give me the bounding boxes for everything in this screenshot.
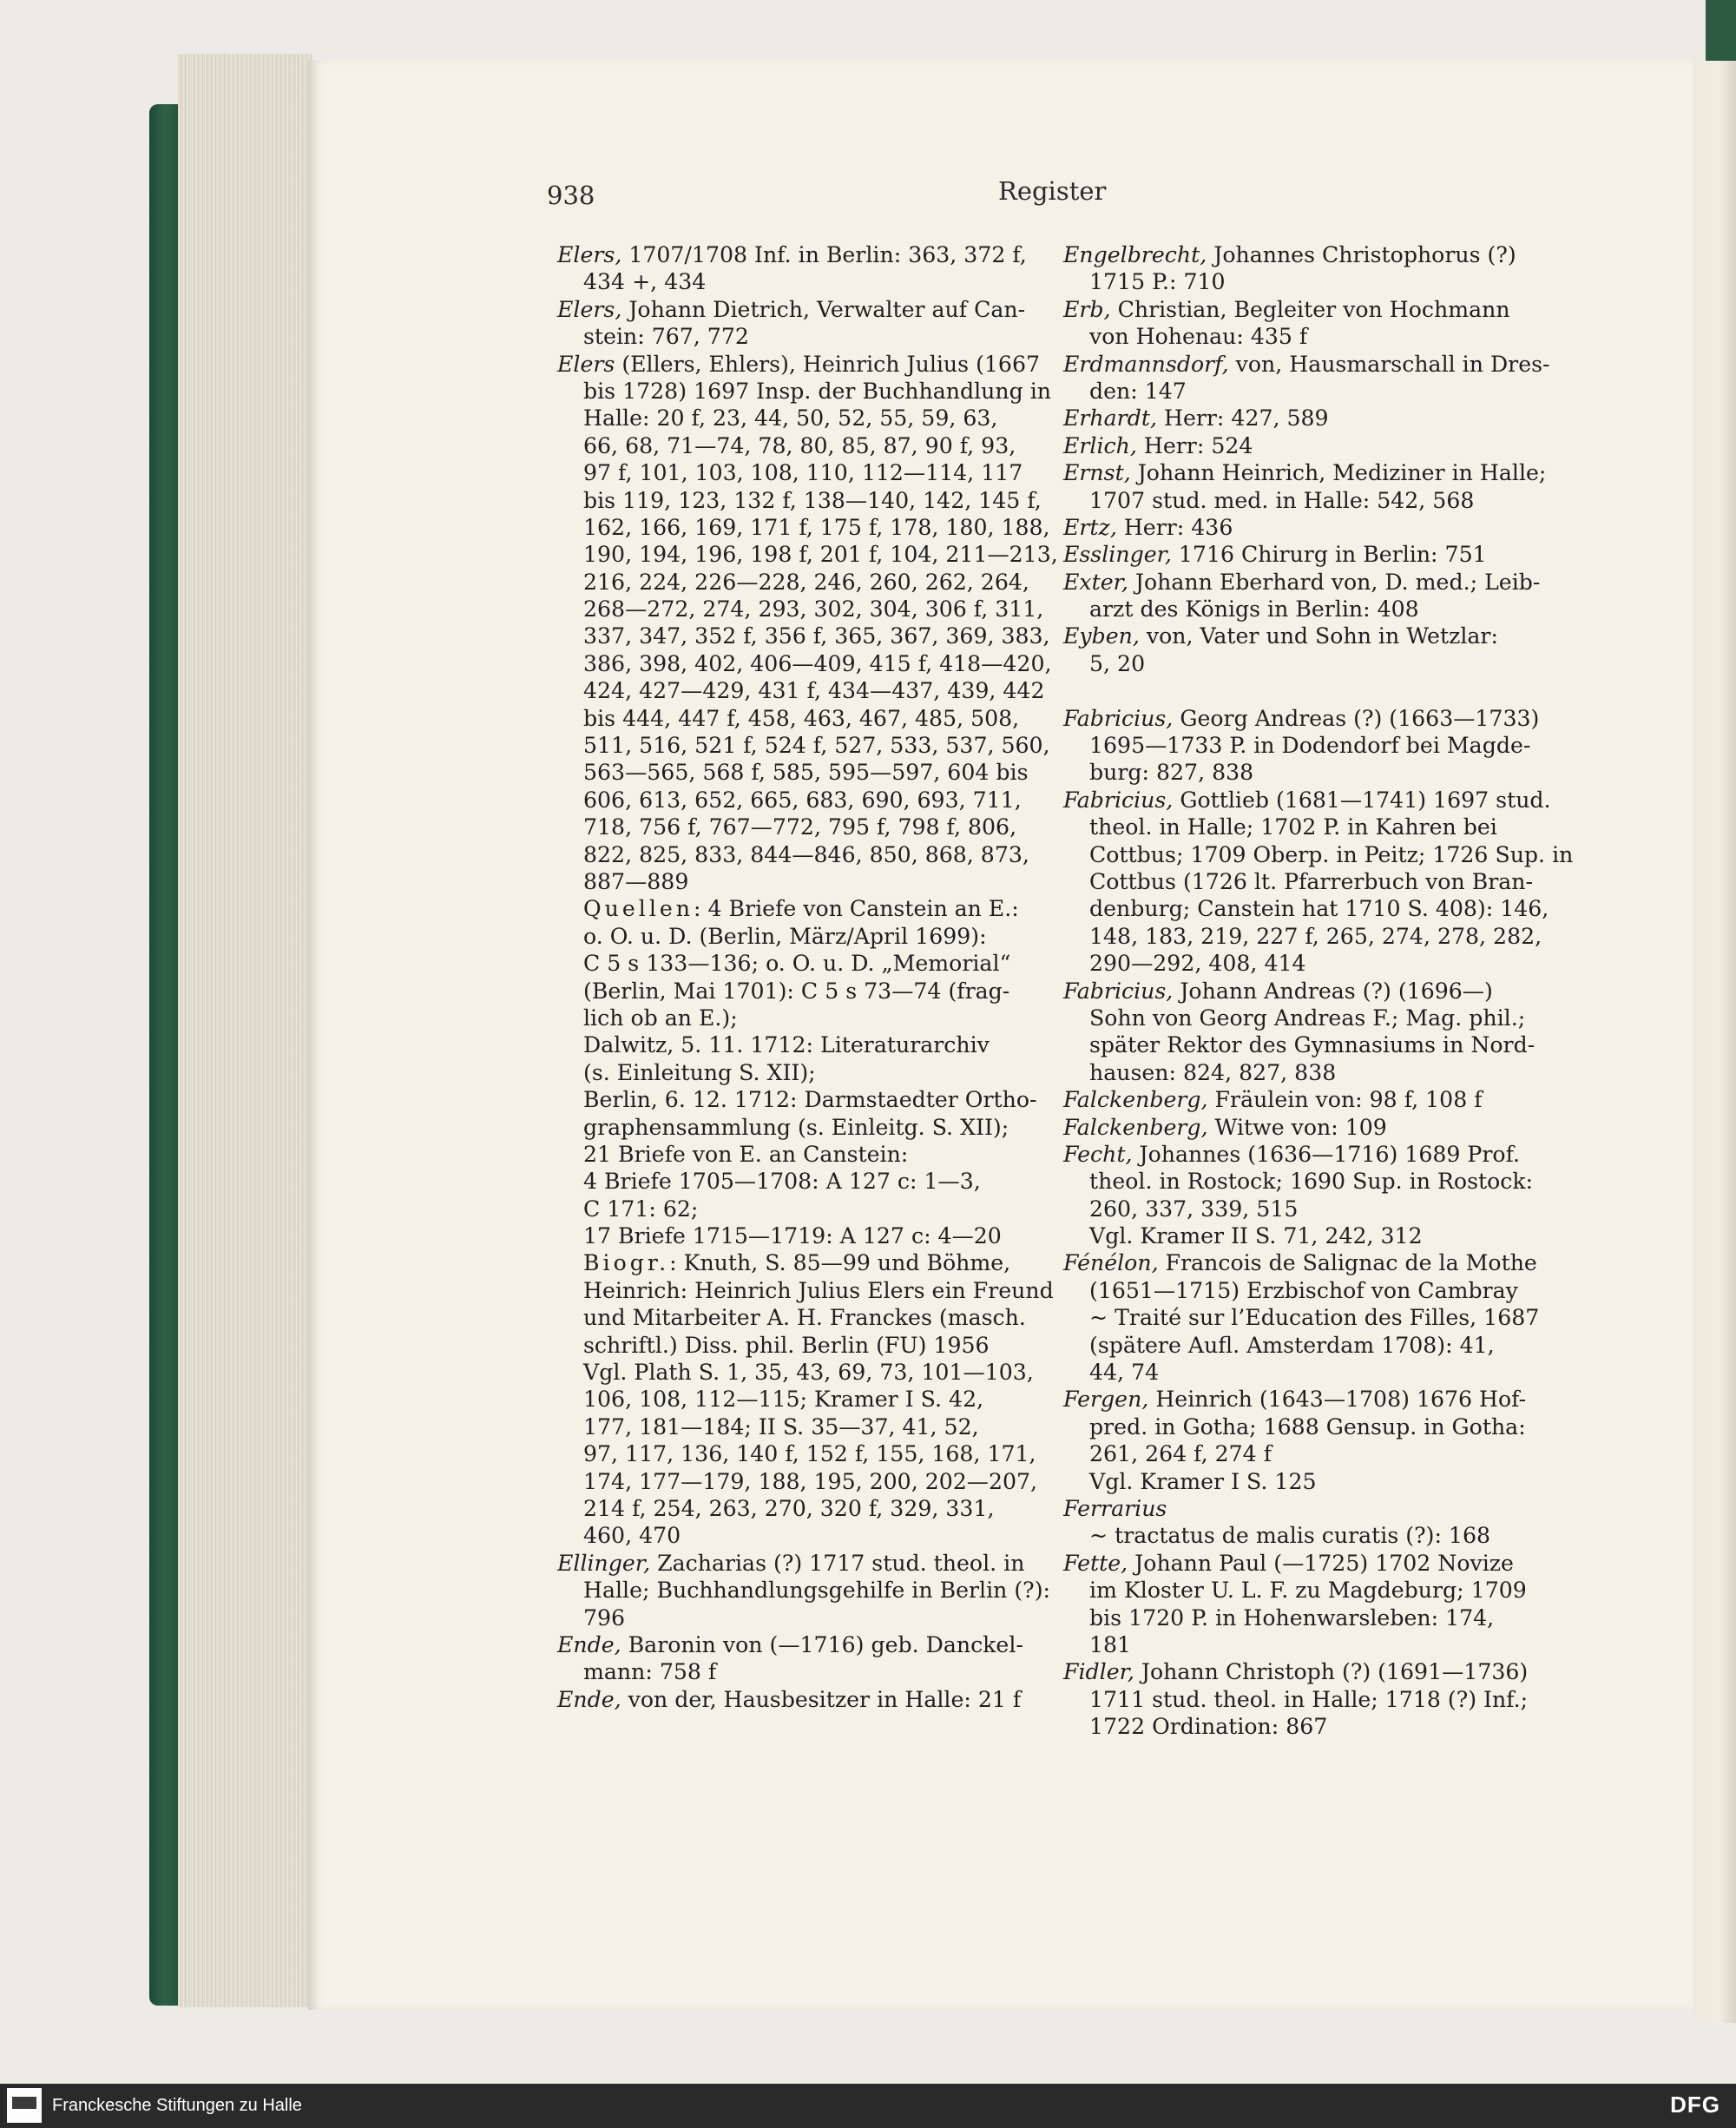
index-entry-line bbox=[557, 732, 1050, 759]
index-entry-head bbox=[1063, 1550, 1532, 1577]
entry-text: Dalwitz, 5. 11. 1712: Literaturarchiv bbox=[583, 1032, 990, 1058]
entry-name: Fecht, bbox=[1063, 1141, 1133, 1167]
entry-text: 174, 177—179, 188, 195, 200, 202—207, bbox=[583, 1468, 1038, 1494]
entry-text: 268—272, 274, 293, 302, 304, 306 f, 311, bbox=[583, 596, 1044, 623]
entry-text: 887—889 bbox=[583, 868, 689, 894]
entry-text: Witwe von: 109 bbox=[1207, 1114, 1387, 1140]
entry-text: Zacharias (?) 1717 stud. theol. in bbox=[650, 1550, 1025, 1576]
entry-text: ~ tractatus de malis curatis (?): 168 bbox=[1089, 1523, 1491, 1549]
entry-name: Fidler, bbox=[1063, 1659, 1134, 1685]
entry-text: 1722 Ordination: 867 bbox=[1089, 1714, 1328, 1740]
entry-text: 511, 516, 521 f, 524 f, 527, 533, 537, 560, bbox=[583, 733, 1050, 759]
entry-text: von, Hausmarschall in Dres- bbox=[1228, 351, 1550, 377]
index-entry-line bbox=[1063, 1304, 1540, 1331]
entry-text: mann: 758 f bbox=[583, 1659, 717, 1685]
entry-name: Fabricius, bbox=[1063, 978, 1174, 1004]
entry-text: 424, 427—429, 431 f, 434—437, 439, 442 bbox=[583, 678, 1045, 704]
entry-text: (s. Einleitung S. XII); bbox=[583, 1059, 816, 1085]
entry-name: Fabricius, bbox=[1063, 787, 1174, 813]
index-entry-line bbox=[557, 978, 1026, 1005]
index-entry-line bbox=[557, 923, 1026, 950]
index-entry-line bbox=[557, 1413, 1026, 1440]
entry-text: Cottbus (1726 lt. Pfarrerbuch von Bran- bbox=[1089, 868, 1533, 894]
index-entry-line bbox=[557, 1277, 1054, 1304]
entry-text: : 4 Briefe von Canstein an E.: bbox=[694, 896, 1019, 922]
index-entry-line bbox=[1063, 923, 1542, 950]
index-entry-line bbox=[1063, 1277, 1532, 1304]
entry-text: Christian, Begleiter von Hochmann bbox=[1110, 296, 1510, 322]
entry-text: arzt des Königs in Berlin: 408 bbox=[1089, 596, 1419, 623]
blank-line bbox=[1063, 677, 1532, 704]
index-entry-line bbox=[1063, 1222, 1532, 1249]
index-entry-head bbox=[1063, 1249, 1537, 1276]
entry-text: 1711 stud. theol. in Halle; 1718 (?) Inf.; bbox=[1089, 1686, 1529, 1712]
index-entry-line bbox=[557, 759, 1029, 786]
entry-text: 17 Briefe 1715—1719: A 127 c: 4—20 bbox=[583, 1223, 1002, 1249]
index-entry-head bbox=[557, 1631, 1026, 1658]
entry-text: von der, Hausbesitzer in Halle: 21 f bbox=[621, 1686, 1022, 1712]
index-entry-line bbox=[557, 1577, 1051, 1604]
index-entry-line bbox=[557, 787, 1026, 814]
index-entry-line bbox=[1063, 732, 1532, 759]
index-entry-line bbox=[1063, 1468, 1532, 1495]
index-entry-line bbox=[1063, 814, 1532, 840]
entry-text: 177, 181—184; II S. 35—37, 41, 52, bbox=[583, 1413, 979, 1440]
index-entry-line bbox=[1063, 1577, 1532, 1604]
facing-page-edge bbox=[1693, 52, 1736, 2023]
index-entry-line bbox=[557, 1249, 1026, 1276]
entry-text: bis 1728) 1697 Insp. der Buchhandlung in bbox=[583, 378, 1052, 404]
index-entry-head bbox=[1063, 787, 1551, 814]
entry-text: Cottbus; 1709 Oberp. in Peitz; 1726 Sup. in bbox=[1089, 841, 1574, 867]
index-entry-line bbox=[557, 1658, 1026, 1685]
index-entry-line bbox=[557, 378, 1052, 405]
index-entry-line bbox=[557, 814, 1026, 840]
entry-text: 1695—1733 P. in Dodendorf bei Magde- bbox=[1089, 733, 1531, 759]
index-entry-line bbox=[557, 1196, 1026, 1222]
entry-text: Halle: 20 f, 23, 44, 50, 52, 55, 59, 63, bbox=[583, 405, 998, 432]
entry-text: 148, 183, 219, 227 f, 265, 274, 278, 282, bbox=[1089, 923, 1542, 949]
index-entry-head bbox=[1063, 1495, 1532, 1522]
index-entry-head bbox=[557, 1550, 1026, 1577]
entry-text: Sohn von Georg Andreas F.; Mag. phil.; bbox=[1089, 1005, 1526, 1031]
entry-text: hausen: 824, 827, 838 bbox=[1089, 1059, 1337, 1085]
entry-text: später Rektor des Gymnasiums in Nord- bbox=[1089, 1032, 1535, 1058]
entry-name: Ende, bbox=[557, 1631, 621, 1657]
index-entry-head bbox=[1063, 1114, 1532, 1141]
entry-text: pred. in Gotha; 1688 Gensup. in Gotha: bbox=[1089, 1413, 1526, 1440]
entry-text: ~ Traité sur l’Education des Filles, 1687 bbox=[1089, 1305, 1540, 1331]
entry-name: Eyben, bbox=[1063, 623, 1140, 649]
entry-text: (spätere Aufl. Amsterdam 1708): 41, bbox=[1089, 1332, 1495, 1358]
index-entry-head bbox=[557, 351, 1041, 378]
institution-name: Franckesche Stiftungen zu Halle bbox=[52, 2096, 302, 2115]
index-entry-line bbox=[1063, 1196, 1532, 1222]
entry-text: Vgl. Kramer II S. 71, 242, 312 bbox=[1089, 1223, 1423, 1249]
index-entry-line bbox=[557, 650, 1052, 677]
index-entry-line bbox=[557, 1604, 1026, 1631]
entry-text: Heinrich (1643—1708) 1676 Hof- bbox=[1148, 1387, 1527, 1413]
index-entry-head bbox=[1063, 569, 1541, 596]
entry-text: im Kloster U. L. F. zu Magdeburg; 1709 bbox=[1089, 1578, 1527, 1604]
entry-text: 97, 117, 136, 140 f, 152 f, 155, 168, 171, bbox=[583, 1441, 1036, 1467]
entry-text: 606, 613, 652, 665, 683, 690, 693, 711, bbox=[583, 787, 1022, 813]
section-label: Biogr. bbox=[583, 1250, 670, 1276]
entry-text: bis 119, 123, 132 f, 138—140, 142, 145 f, bbox=[583, 487, 1042, 513]
entry-text: 261, 264 f, 274 f bbox=[1089, 1441, 1272, 1467]
index-entry-line bbox=[1063, 1631, 1532, 1658]
entry-text: bis 1720 P. in Hohenwarsleben: 174, bbox=[1089, 1604, 1495, 1631]
index-entry-line bbox=[557, 323, 1026, 350]
index-entry-line bbox=[557, 1440, 1036, 1467]
index-entry-head bbox=[1063, 459, 1547, 486]
index-entry-head bbox=[1063, 351, 1550, 378]
entry-name: Esslinger, bbox=[1063, 542, 1172, 568]
entry-text: Gottlieb (1681—1741) 1697 stud. bbox=[1173, 787, 1551, 813]
index-entry-head bbox=[1063, 1086, 1532, 1113]
entry-text: 460, 470 bbox=[583, 1523, 681, 1549]
entry-name: Exter, bbox=[1063, 569, 1128, 595]
index-entry-line bbox=[1063, 596, 1532, 623]
entry-text: bis 444, 447 f, 458, 463, 467, 485, 508, bbox=[583, 705, 1020, 731]
entry-text: von, Vater und Sohn in Wetzlar: bbox=[1139, 623, 1498, 649]
entry-text: 190, 194, 196, 198 f, 201 f, 104, 211—213, bbox=[583, 542, 1058, 568]
index-entry-line bbox=[557, 950, 1026, 977]
entry-text: Berlin, 6. 12. 1712: Darmstaedter Ortho- bbox=[583, 1087, 1037, 1113]
index-entry-line bbox=[557, 268, 1026, 295]
index-entry-line bbox=[1063, 378, 1532, 405]
entry-text: 1707/1708 Inf. in Berlin: 363, 372 f, bbox=[621, 242, 1027, 267]
entry-text: Johann Dietrich, Verwalter auf Can- bbox=[621, 296, 1026, 322]
index-entry-line bbox=[557, 1304, 1026, 1331]
entry-name: Erdmannsdorf, bbox=[1063, 351, 1229, 377]
entry-name: Engelbrecht, bbox=[1063, 242, 1207, 267]
entry-text: (Berlin, Mai 1701): C 5 s 73—74 (frag- bbox=[583, 978, 1010, 1004]
entry-text: burg: 827, 838 bbox=[1089, 760, 1254, 786]
index-entry-line bbox=[557, 1522, 1026, 1549]
entry-text: o. O. u. D. (Berlin, März/April 1699): bbox=[583, 923, 987, 949]
entry-text: 822, 825, 833, 844—846, 850, 868, 873, bbox=[583, 841, 1029, 867]
page-number: 938 bbox=[547, 181, 595, 210]
entry-text: und Mitarbeiter A. H. Franckes (masch. bbox=[583, 1305, 1026, 1331]
entry-text: 162, 166, 169, 171 f, 175 f, 178, 180, 188, bbox=[583, 514, 1050, 540]
index-entry-line bbox=[557, 623, 1050, 649]
section-label: Quellen bbox=[583, 896, 694, 922]
entry-name: Elers bbox=[557, 351, 615, 377]
index-entry-line bbox=[1063, 868, 1532, 895]
index-entry-line bbox=[557, 1468, 1038, 1495]
index-entry-line bbox=[1063, 1031, 1535, 1058]
index-entry-head bbox=[1063, 405, 1532, 432]
entry-text: Johannes Christophorus (?) bbox=[1207, 242, 1516, 267]
entry-text: lich ob an E.); bbox=[583, 1005, 738, 1031]
entry-name: Erb, bbox=[1063, 296, 1111, 322]
entry-text: 5, 20 bbox=[1089, 650, 1146, 676]
entry-text: 337, 347, 352 f, 356 f, 365, 367, 369, 383, bbox=[583, 623, 1050, 649]
index-entry-line bbox=[557, 1222, 1026, 1249]
index-entry-line bbox=[557, 841, 1029, 868]
index-entry-head bbox=[557, 296, 1026, 323]
entry-name: Falckenberg, bbox=[1063, 1087, 1208, 1113]
entry-text: Fräulein von: 98 f, 108 f bbox=[1207, 1087, 1483, 1113]
index-entry-line bbox=[557, 459, 1026, 486]
index-entry-line bbox=[557, 1059, 1026, 1086]
index-entry-line bbox=[557, 1332, 1026, 1359]
index-entry-line bbox=[557, 1495, 1026, 1522]
entry-text: von Hohenau: 435 f bbox=[1089, 324, 1308, 350]
index-column-right bbox=[1063, 241, 1574, 1740]
entry-text: theol. in Halle; 1702 P. in Kahren bei bbox=[1089, 814, 1497, 840]
entry-text: 214 f, 254, 263, 270, 320 f, 329, 331, bbox=[583, 1495, 995, 1521]
index-entry-line bbox=[1063, 895, 1549, 922]
entry-text: schriftl.) Diss. phil. Berlin (FU) 1956 bbox=[583, 1332, 990, 1358]
index-entry-line bbox=[1063, 650, 1532, 677]
index-entry-line bbox=[557, 569, 1029, 596]
entry-text: 181 bbox=[1089, 1631, 1132, 1657]
entry-name: Fénélon, bbox=[1063, 1250, 1159, 1276]
entry-text: 290—292, 408, 414 bbox=[1089, 951, 1306, 977]
index-entry-line bbox=[557, 405, 1026, 432]
entry-text: 563—565, 568 f, 585, 595—597, 604 bis bbox=[583, 760, 1029, 786]
index-entry-line bbox=[1063, 1332, 1532, 1359]
index-entry-head bbox=[1063, 432, 1532, 459]
entry-text: 97 f, 101, 103, 108, 110, 112—114, 117 bbox=[583, 460, 1023, 486]
index-entry-line bbox=[557, 1114, 1026, 1141]
index-entry-head bbox=[1063, 1386, 1532, 1413]
index-entry-line bbox=[557, 677, 1045, 704]
index-entry-line bbox=[557, 868, 1026, 895]
index-entry-line bbox=[1063, 268, 1532, 295]
entry-name: Falckenberg, bbox=[1063, 1114, 1208, 1140]
index-entry-line bbox=[557, 1141, 1026, 1168]
index-entry-line bbox=[1063, 950, 1532, 977]
index-entry-line bbox=[1063, 1686, 1532, 1713]
entry-name: Ende, bbox=[557, 1686, 621, 1712]
entry-text: 4 Briefe 1705—1708: A 127 c: 1—3, bbox=[583, 1169, 981, 1195]
entry-text: den: 147 bbox=[1089, 378, 1187, 404]
entry-text: 1707 stud. med. in Halle: 542, 568 bbox=[1089, 487, 1475, 513]
entry-text: 260, 337, 339, 515 bbox=[1089, 1196, 1299, 1222]
entry-text: Johannes (1636—1716) 1689 Prof. bbox=[1132, 1141, 1520, 1167]
entry-name: Fergen, bbox=[1063, 1387, 1149, 1413]
index-column-left bbox=[557, 241, 1058, 1713]
entry-text: 44, 74 bbox=[1089, 1360, 1160, 1386]
entry-text: 386, 398, 402, 406—409, 415 f, 418—420, bbox=[583, 650, 1052, 676]
index-entry-line bbox=[557, 432, 1026, 459]
entry-text: Vgl. Plath S. 1, 35, 43, 69, 73, 101—103, bbox=[583, 1360, 1034, 1386]
index-entry-line bbox=[557, 596, 1044, 623]
index-entry-line bbox=[1063, 1059, 1532, 1086]
entry-text: Herr: 436 bbox=[1116, 514, 1233, 540]
entry-name: Ernst, bbox=[1063, 460, 1131, 486]
book-cover-corner bbox=[1706, 0, 1736, 61]
index-entry-line bbox=[557, 1031, 1026, 1058]
entry-text: Johann Heinrich, Mediziner in Halle; bbox=[1130, 460, 1547, 486]
entry-text: Herr: 524 bbox=[1136, 432, 1253, 458]
entry-text: 718, 756 f, 767—772, 795 f, 798 f, 806, bbox=[583, 814, 1017, 840]
entry-text: Johann Paul (—1725) 1702 Novize bbox=[1128, 1550, 1514, 1576]
entry-name: Ellinger, bbox=[557, 1550, 651, 1576]
index-entry-line bbox=[557, 1005, 1026, 1031]
entry-name: Ertz, bbox=[1063, 514, 1117, 540]
index-entry-line bbox=[557, 1359, 1034, 1386]
index-entry-line bbox=[557, 1386, 1026, 1413]
index-entry-head bbox=[1063, 705, 1540, 732]
index-entry-line bbox=[1063, 1005, 1532, 1031]
index-entry-head bbox=[1063, 1658, 1532, 1685]
entry-text: 1716 Chirurg in Berlin: 751 bbox=[1171, 542, 1487, 568]
entry-text: 434 +, 434 bbox=[583, 269, 707, 295]
page-edges bbox=[178, 54, 312, 2007]
entry-name: Fabricius, bbox=[1063, 705, 1174, 731]
entry-name: Fette, bbox=[1063, 1550, 1128, 1576]
index-entry-head bbox=[1063, 241, 1532, 268]
entry-text: graphensammlung (s. Einleitg. S. XII); bbox=[583, 1114, 1009, 1140]
index-entry-line bbox=[1063, 841, 1574, 868]
entry-text: (1651—1715) Erzbischof von Cambray bbox=[1089, 1277, 1518, 1303]
entry-text: Johann Andreas (?) (1696—) bbox=[1173, 978, 1493, 1004]
index-entry-line bbox=[1063, 1413, 1532, 1440]
index-entry-head bbox=[557, 1686, 1026, 1713]
index-entry-line bbox=[557, 541, 1058, 568]
index-entry-line bbox=[1063, 1604, 1532, 1631]
entry-text: Vgl. Kramer I S. 125 bbox=[1089, 1468, 1317, 1494]
entry-text: C 5 s 133—136; o. O. u. D. „Memorial“ bbox=[583, 951, 1011, 977]
entry-text: C 171: 62; bbox=[583, 1196, 699, 1222]
index-entry-line bbox=[1063, 1168, 1532, 1195]
institution-logo-icon bbox=[7, 2088, 42, 2123]
index-entry-line bbox=[557, 1168, 1026, 1195]
dfg-logo: DFG bbox=[1670, 2092, 1720, 2118]
running-head: Register bbox=[998, 176, 1107, 206]
entry-text: stein: 767, 772 bbox=[583, 324, 749, 350]
index-entry-head bbox=[1063, 514, 1532, 541]
index-entry-line bbox=[1063, 1522, 1532, 1549]
entry-text: 216, 224, 226—228, 246, 260, 262, 264, bbox=[583, 569, 1029, 595]
index-entry-line bbox=[557, 705, 1026, 732]
index-entry-line bbox=[1063, 759, 1532, 786]
entry-text: Halle; Buchhandlungsgehilfe in Berlin (?): bbox=[583, 1578, 1051, 1604]
index-entry-line bbox=[557, 514, 1050, 541]
entry-text: Heinrich: Heinrich Julius Elers ein Freund bbox=[583, 1277, 1054, 1303]
entry-text: Georg Andreas (?) (1663—1733) bbox=[1173, 705, 1540, 731]
index-entry-line bbox=[557, 1086, 1037, 1113]
entry-name: Elers, bbox=[557, 242, 622, 267]
entry-text: 106, 108, 112—115; Kramer I S. 42, bbox=[583, 1387, 984, 1413]
entry-text: Baronin von (—1716) geb. Danckel- bbox=[621, 1631, 1023, 1657]
entry-name: Ferrarius bbox=[1063, 1495, 1167, 1521]
entry-text: : Knuth, S. 85—99 und Böhme, bbox=[669, 1250, 1011, 1276]
entry-text: Francois de Salignac de la Mothe bbox=[1158, 1250, 1537, 1276]
index-entry-line bbox=[557, 895, 1026, 922]
index-entry-head bbox=[1063, 296, 1532, 323]
entry-text: theol. in Rostock; 1690 Sup. in Rostock: bbox=[1089, 1169, 1534, 1195]
index-entry-line bbox=[1063, 1359, 1532, 1386]
index-entry-head bbox=[1063, 541, 1532, 568]
entry-text: 796 bbox=[583, 1604, 626, 1631]
entry-text: (Ellers, Ehlers), Heinrich Julius (1667 bbox=[615, 351, 1041, 377]
entry-text: 21 Briefe von E. an Canstein: bbox=[583, 1141, 909, 1167]
index-entry-line bbox=[1063, 1713, 1532, 1740]
entry-name: Elers, bbox=[557, 296, 622, 322]
entry-text: Johann Eberhard von, D. med.; Leib- bbox=[1128, 569, 1541, 595]
entry-text: 66, 68, 71—74, 78, 80, 85, 87, 90 f, 93, bbox=[583, 432, 1016, 458]
entry-text: denburg; Canstein hat 1710 S. 408): 146, bbox=[1089, 896, 1549, 922]
index-entry-line bbox=[557, 487, 1042, 514]
index-entry-head bbox=[557, 241, 1026, 268]
entry-text: 1715 P.: 710 bbox=[1089, 269, 1226, 295]
viewer-footer-bar bbox=[0, 2084, 1736, 2128]
index-entry-head bbox=[1063, 1141, 1532, 1168]
index-entry-head bbox=[1063, 623, 1532, 649]
entry-text: Herr: 427, 589 bbox=[1156, 405, 1329, 432]
index-entry-line bbox=[1063, 323, 1532, 350]
entry-text: Johann Christoph (?) (1691—1736) bbox=[1134, 1659, 1529, 1685]
entry-name: Erlich, bbox=[1063, 432, 1137, 458]
index-entry-line bbox=[1063, 487, 1532, 514]
index-entry-line bbox=[1063, 1440, 1532, 1467]
index-entry-head bbox=[1063, 978, 1532, 1005]
entry-name: Erhardt, bbox=[1063, 405, 1157, 432]
